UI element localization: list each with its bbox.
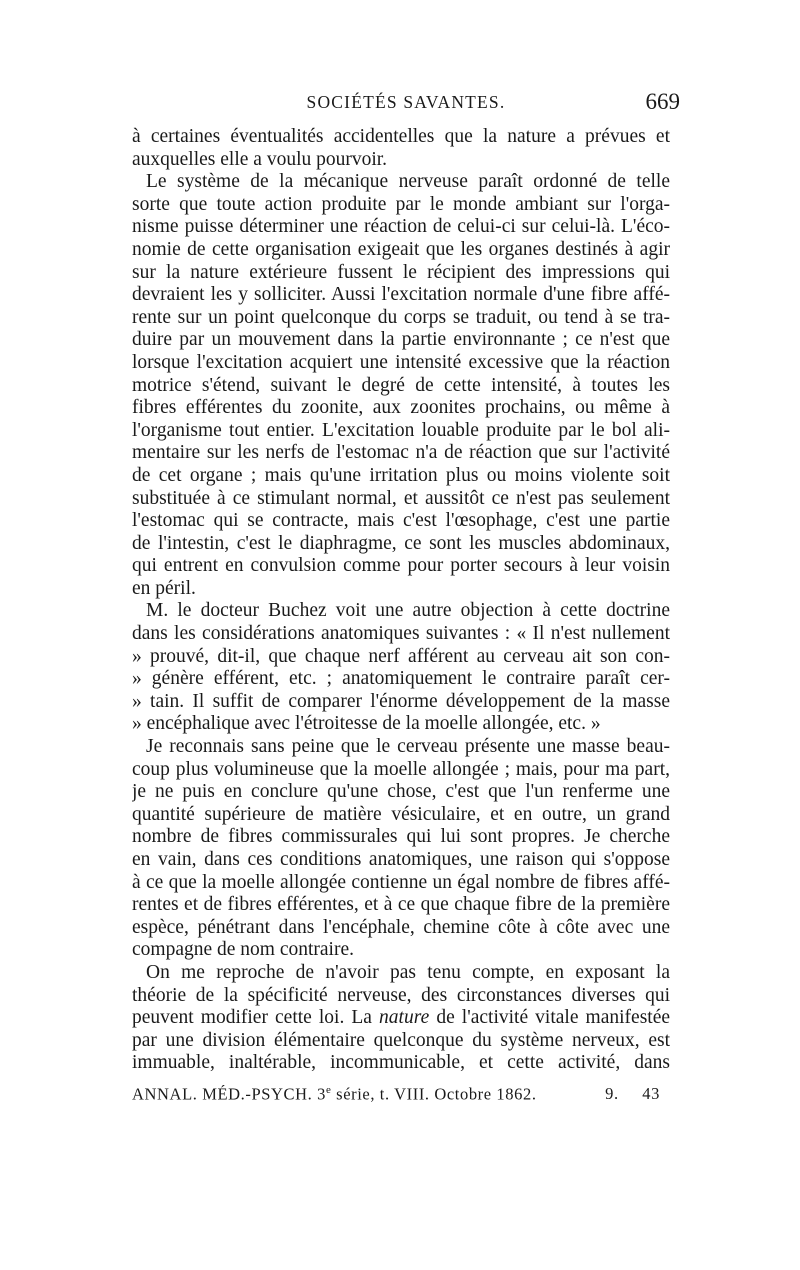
text-line: nomie de cette organisation exigeait que les organes destinés à agir xyxy=(132,238,670,260)
text-line-with-italic xyxy=(132,1007,670,1030)
text-line: qui entrent en convulsion comme pour porter secours à leur voisin xyxy=(132,555,670,577)
text-line: immuable, inaltérable, incommunicable, et cette activité, dans xyxy=(132,1052,670,1074)
text-line: par une division élémentaire quelconque du système nerveux, est xyxy=(132,1029,670,1051)
text-line: à certaines éventualités accidentelles que la nature a prévues et xyxy=(132,126,670,147)
text-line: l'estomac qui se contracte, mais c'est l'œsophage, c'est une partie xyxy=(132,510,670,532)
text-line: dans les considérations anatomiques suivantes : « Il n'est nullement xyxy=(132,623,670,645)
body-text xyxy=(132,126,670,1075)
text-line: » tain. Il suffit de comparer l'énorme développement de la masse xyxy=(132,690,670,712)
page-number: 669 xyxy=(645,89,680,114)
footer-volume-date: série, t. VIII. Octobre 1862. xyxy=(331,1084,537,1104)
text-run: peuvent modifier cette loi. La xyxy=(132,1007,372,1029)
text-line: devraient les y solliciter. Aussi l'excitation normale d'une fibre affé- xyxy=(132,284,670,306)
text-line: espèce, pénétrant dans l'encéphale, chemine côte à côte avec une xyxy=(132,916,670,938)
page-footer xyxy=(132,1084,670,1105)
text-line: » génère efférent, etc. ; anatomiquement le contraire paraît cer- xyxy=(132,668,670,690)
text-line: coup plus volumineuse que la moelle allongée ; mais, pour ma part, xyxy=(132,758,670,780)
text-line: compagne de nom contraire. xyxy=(132,939,354,961)
text-line: en vain, dans ces conditions anatomiques, une raison qui s'oppose xyxy=(132,849,670,870)
text-line: rente sur un point quelconque du corps se traduit, ou tend à se tra- xyxy=(132,306,670,328)
running-title: SOCIÉTÉS SAVANTES. xyxy=(306,92,506,112)
text-line: Je reconnais sans peine que le cerveau présente une masse beau- xyxy=(146,736,670,758)
text-line: substituée à ce stimulant normal, et aussitôt ce n'est pas seulement xyxy=(132,487,670,509)
text-line: sorte que toute action produite par le monde ambiant sur l'orga- xyxy=(132,193,670,215)
text-line: sur la nature extérieure fussent le récipient des impressions qui xyxy=(132,261,670,283)
footer-superscript: e xyxy=(325,1084,332,1096)
text-line: de l'intestin, c'est le diaphragme, ce sont les muscles abdominaux, xyxy=(132,532,670,554)
text-line: nisme puisse déterminer une réaction de celui-ci sur celui-là. L'éco- xyxy=(132,216,670,238)
footer-signature xyxy=(605,1084,660,1104)
text-line: » encéphalique avec l'étroitesse de la moelle allongée, etc. » xyxy=(132,713,601,735)
text-line: On me reproche de n'avoir pas tenu compte, en exposant la xyxy=(146,961,670,983)
text-line: motrice s'étend, suivant le degré de cette intensité, à toutes les xyxy=(132,374,670,396)
text-line: » prouvé, dit-il, que chaque nerf afférent au cerveau ait son con- xyxy=(132,645,670,667)
text-line: Le système de la mécanique nerveuse paraît ordonné de telle xyxy=(146,171,670,193)
text-line: à ce que la moelle allongée contienne un égal nombre de fibres affé- xyxy=(132,871,670,893)
text-line: mentaire sur les nerfs de l'estomac n'a de réaction que sur l'activité xyxy=(132,442,670,464)
text-line: nombre de fibres commissurales qui lui sont propres. Je cherche xyxy=(132,826,670,848)
page-header xyxy=(132,89,680,122)
text-line: lorsque l'excitation acquiert une intensité excessive que la réaction xyxy=(132,351,670,373)
italic-word: nature xyxy=(379,1007,430,1029)
text-line: rentes et de fibres efférentes, et à ce que chaque fibre de la première xyxy=(132,894,670,916)
text-line: fibres efférentes du zoonite, aux zoonites prochains, ou même à xyxy=(132,397,670,419)
text-line: auxquelles elle a voulu pourvoir. xyxy=(132,148,388,170)
text-run: de l'activité vitale manifestée xyxy=(436,1007,670,1029)
text-line: quantité supérieure de matière vésiculaire, et en outre, un grand xyxy=(132,803,670,825)
footer-journal: ANNAL. MÉD.-PSYCH. 3 xyxy=(132,1084,326,1104)
text-line: je ne puis en conclure qu'une chose, c'est que l'un renferme une xyxy=(132,781,670,803)
text-line: de cet organe ; mais qu'une irritation plus ou moins violente soit xyxy=(132,464,670,486)
text-line: l'organisme tout entier. L'excitation louable produite par le bol ali- xyxy=(132,419,670,441)
signature-number: 9. xyxy=(605,1084,619,1103)
text-line: duire par un mouvement dans la partie environnante ; ce n'est que xyxy=(132,329,670,351)
sheet-number: 43 xyxy=(642,1084,660,1103)
text-line: théorie de la spécificité nerveuse, des circonstances diverses qui xyxy=(132,984,670,1006)
text-line: M. le docteur Buchez voit une autre objection à cette doctrine xyxy=(146,600,670,622)
text-line: en péril. xyxy=(132,577,196,599)
